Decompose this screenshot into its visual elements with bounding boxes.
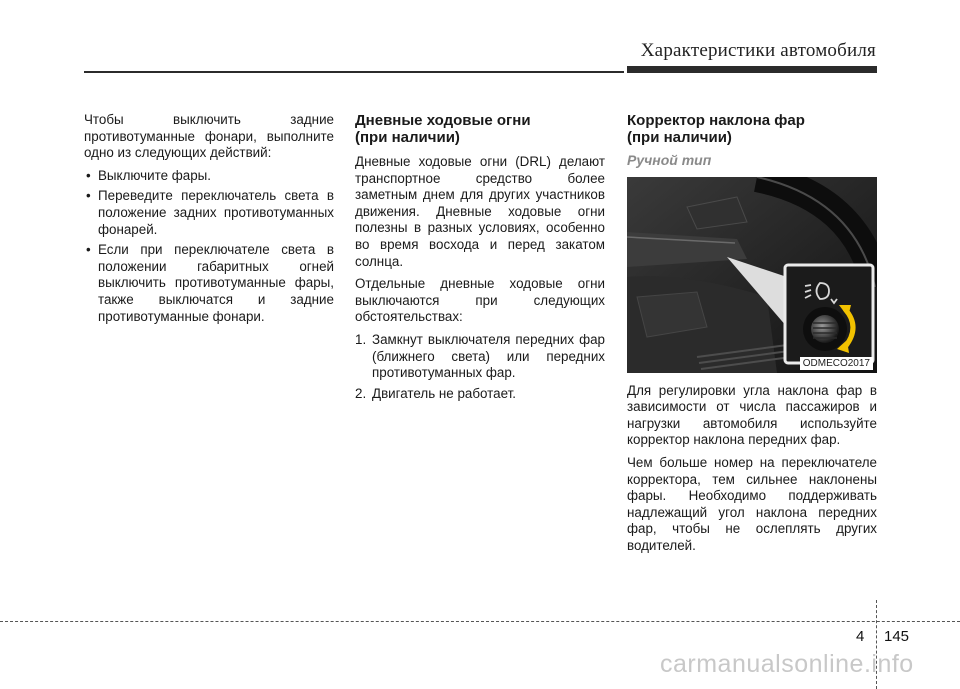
bullet-item [84,242,334,325]
bullet-text: Выключите фары. [98,167,211,183]
leveling-heading [627,112,877,146]
bullet-icon: • [86,167,91,183]
watermark-text: carmanualsonline.info [660,650,914,678]
column-rear-fog [84,112,334,329]
header-rule-thin [84,71,624,73]
leveling-heading-line1: Корректор наклона фар [627,112,805,129]
page-number: 145 [884,628,910,645]
dashboard-illustration [627,177,877,373]
footer-dashed-rule [0,621,960,622]
step-text: Замкнут выключателя передних фар (ближнего света) или передних противотуманных фар. [372,331,605,381]
header-rule-thick [627,66,877,73]
bullet-icon: • [86,188,91,204]
step-item [355,386,605,403]
step-text: Двигатель не работает. [372,385,516,401]
drl-paragraph-1: Дневные ходовые огни (DRL) делают транспортное средство более заметным днем для других участников движения. Дневные ходовые огни полезны в разных условиях, особенно во время восхода и перед закатом солнца. [355,154,605,269]
column-drl [355,112,605,406]
column-leveling [627,112,877,561]
leveling-paragraph-2: Чем больше номер на переключателе корректора, тем сильнее наклонены фары. Необходимо поддерживать надлежащий угол наклона передних фар, чтобы не ослеплять других водителей. [627,454,877,553]
drl-steps [355,332,605,402]
intro-paragraph: Чтобы выключить задние противотуманные фонари, выполните одно из следующих действий: [84,112,334,161]
leveling-switch-photo [627,177,877,373]
photo-caption: ODMECO2017 [800,357,873,370]
step-number: 2. [355,385,367,401]
bullet-text: Если при переключателе света в положении габаритных огней выключить противотуманные фары, также выключатся и задние противотуманные фонари. [98,242,334,324]
leveling-heading-line2: (при наличии) [627,129,732,146]
bullet-icon: • [86,242,91,258]
bullet-item [84,168,334,185]
bullet-list [84,168,334,325]
leveling-paragraph-1: Для регулировки угла наклона фар в зависимости от числа пассажиров и нагрузки автомобиля используйте корректор наклона передних фар. [627,382,877,448]
drl-heading-line2: (при наличии) [355,129,460,146]
drl-heading-line1: Дневные ходовые огни [355,112,531,129]
drl-paragraph-2: Отдельные дневные ходовые огни выключаются при следующих обстоятельствах: [355,276,605,325]
step-item [355,332,605,382]
bullet-item [84,188,334,238]
drl-heading [355,112,605,146]
step-number: 1. [355,331,367,347]
chapter-number: 4 [856,628,865,645]
section-title: Характеристики автомобиля [640,40,876,61]
bullet-text: Переведите переключатель света в положение задних противотуманных фонарей. [98,188,334,237]
manual-type-subheading: Ручной тип [627,152,712,168]
